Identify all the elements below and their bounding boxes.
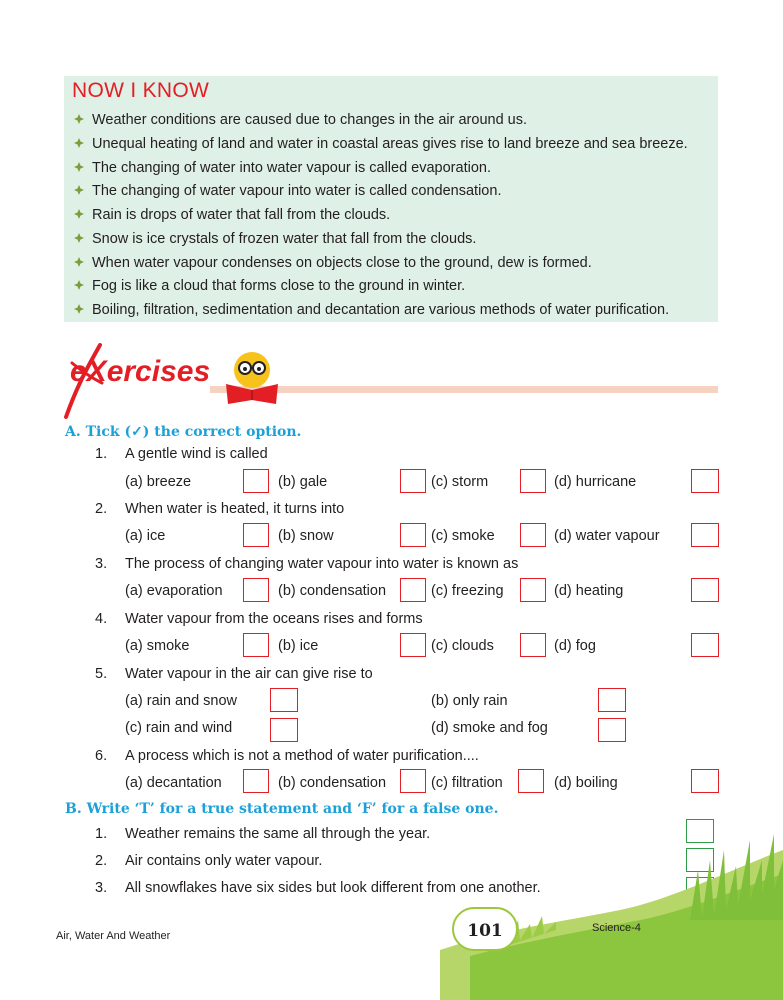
answer-box[interactable] — [518, 769, 544, 793]
answer-box[interactable] — [400, 633, 426, 657]
know-item: Rain is drops of water that fall from the clouds. — [74, 206, 390, 224]
statement-text: Weather remains the same all through the year. — [125, 826, 431, 842]
option-label: (c) smoke — [431, 528, 495, 544]
option-label: (c) rain and wind — [125, 720, 233, 736]
answer-box[interactable] — [520, 578, 546, 602]
option-label: (a) evaporation — [125, 583, 223, 599]
statement-text: All snowflakes have six sides but look different from one another. — [125, 880, 541, 896]
know-item: The changing of water vapour into water is called condensation. — [74, 182, 501, 200]
diamond-bullet-icon — [74, 162, 84, 172]
option-label: (b) condensation — [278, 775, 387, 791]
answer-box[interactable] — [400, 769, 426, 793]
question-number: 5. — [95, 666, 108, 682]
know-item: The changing of water into water vapour is called evaporation. — [74, 159, 491, 177]
option-label: (a) smoke — [125, 638, 190, 654]
answer-box[interactable] — [243, 769, 269, 793]
question-text: Water vapour from the oceans rises and forms — [125, 611, 423, 627]
option-label: (d) hurricane — [554, 474, 637, 490]
answer-box[interactable] — [520, 523, 546, 547]
option-label: (d) water vapour — [554, 528, 660, 544]
option-label: (c) clouds — [431, 638, 494, 654]
answer-box[interactable] — [691, 578, 719, 602]
statement-text: Air contains only water vapour. — [125, 853, 323, 869]
diamond-bullet-icon — [74, 114, 84, 124]
know-item: When water vapour condenses on objects close to the ground, dew is formed. — [74, 254, 592, 272]
know-item: Fog is like a cloud that forms close to the ground in winter. — [74, 277, 465, 295]
option-label: (c) filtration — [431, 775, 503, 791]
diamond-bullet-icon — [74, 304, 84, 314]
option-label: (d) heating — [554, 583, 624, 599]
diamond-bullet-icon — [74, 138, 84, 148]
reading-smiley-icon — [222, 348, 282, 406]
question-text: The process of changing water vapour into water is known as — [125, 556, 519, 572]
answer-box[interactable] — [243, 578, 269, 602]
now-i-know-title: NOW I KNOW — [72, 79, 210, 102]
question-number: 3. — [95, 556, 108, 572]
answer-box[interactable] — [243, 469, 269, 493]
question-text: When water is heated, it turns into — [125, 501, 345, 517]
option-label: (a) rain and snow — [125, 693, 238, 709]
question-number: 2. — [95, 501, 108, 517]
answer-box[interactable] — [598, 718, 626, 742]
answer-box[interactable] — [691, 523, 719, 547]
diamond-bullet-icon — [74, 233, 84, 243]
answer-box[interactable] — [400, 523, 426, 547]
question-text: A process which is not a method of water purification.... — [125, 748, 479, 764]
section-b-heading: B. Write ‘T’ for a true statement and ‘F’ for a false one. — [65, 801, 499, 817]
option-label: (b) ice — [278, 638, 319, 654]
option-label: (a) decantation — [125, 775, 222, 791]
question-text: Water vapour in the air can give rise to — [125, 666, 373, 682]
book-title: Science-4 — [592, 922, 641, 934]
answer-box[interactable] — [691, 769, 719, 793]
option-label: (d) boiling — [554, 775, 618, 791]
chapter-title: Air, Water And Weather — [56, 930, 171, 942]
know-item: Boiling, filtration, sedimentation and decantation are various methods of water purification. — [74, 301, 669, 319]
statement-number: 1. — [95, 826, 108, 842]
know-item: Snow is ice crystals of frozen water that fall from the clouds. — [74, 230, 476, 248]
diamond-bullet-icon — [74, 257, 84, 267]
exercises-title: eXercises — [70, 355, 211, 388]
option-label: (d) fog — [554, 638, 596, 654]
answer-box[interactable] — [270, 718, 298, 742]
answer-box[interactable] — [691, 469, 719, 493]
diamond-bullet-icon — [74, 209, 84, 219]
option-label: (b) condensation — [278, 583, 387, 599]
answer-box[interactable] — [400, 578, 426, 602]
statement-number: 3. — [95, 880, 108, 896]
section-a-heading: A. Tick (✓) the correct option. — [65, 424, 302, 440]
option-label: (b) only rain — [431, 693, 508, 709]
know-item: Weather conditions are caused due to changes in the air around us. — [74, 111, 527, 129]
option-label: (a) breeze — [125, 474, 192, 490]
answer-box[interactable] — [520, 633, 546, 657]
answer-box[interactable] — [691, 633, 719, 657]
option-label: (b) gale — [278, 474, 328, 490]
option-label: (c) freezing — [431, 583, 504, 599]
answer-box[interactable] — [520, 469, 546, 493]
question-number: 1. — [95, 446, 108, 462]
answer-box[interactable] — [243, 633, 269, 657]
answer-box[interactable] — [270, 688, 298, 712]
know-item: Unequal heating of land and water in coastal areas gives rise to land breeze and sea breeze. — [74, 135, 688, 153]
answer-box[interactable] — [400, 469, 426, 493]
question-number: 4. — [95, 611, 108, 627]
question-number: 6. — [95, 748, 108, 764]
answer-box[interactable] — [243, 523, 269, 547]
page-number: 101 — [452, 907, 518, 951]
diamond-bullet-icon — [74, 280, 84, 290]
question-text: A gentle wind is called — [125, 446, 268, 462]
statement-number: 2. — [95, 853, 108, 869]
option-label: (a) ice — [125, 528, 166, 544]
answer-box[interactable] — [598, 688, 626, 712]
diamond-bullet-icon — [74, 185, 84, 195]
exercises-banner-bar — [210, 386, 718, 393]
option-label: (c) storm — [431, 474, 489, 490]
option-label: (d) smoke and fog — [431, 720, 548, 736]
option-label: (b) snow — [278, 528, 334, 544]
